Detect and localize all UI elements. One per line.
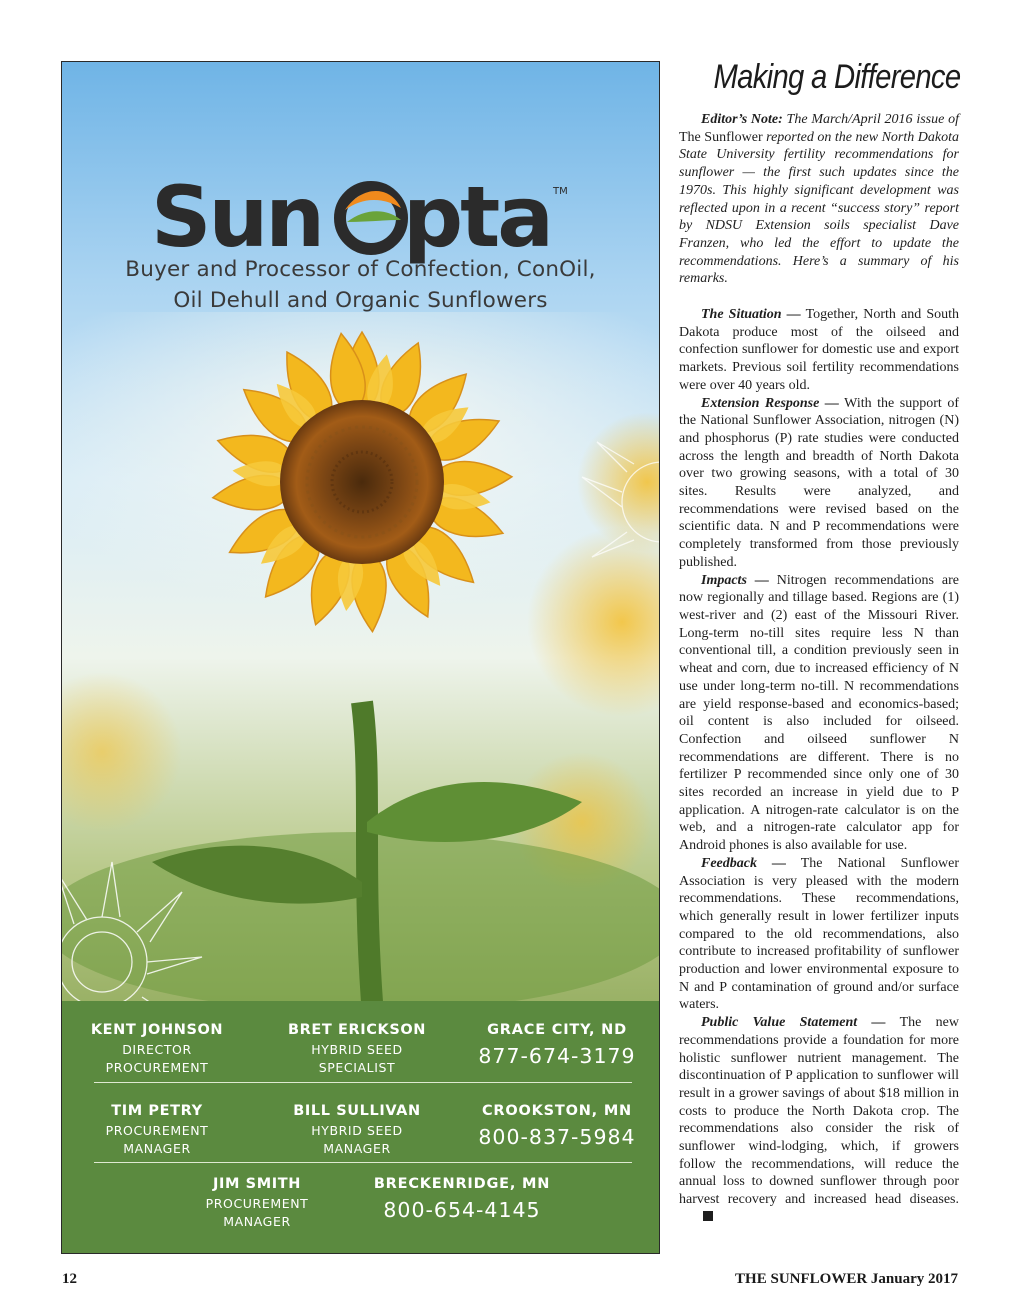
location-phone: 877-674-3179: [478, 1044, 636, 1068]
editors-note: [679, 111, 959, 288]
publication-footer: THE SUNFLOWER January 2017: [735, 1271, 958, 1287]
paragraph-situation: [679, 306, 959, 395]
contact-name: BILL SULLIVAN: [293, 1103, 421, 1119]
paragraph-impacts: [679, 572, 959, 855]
location-breckenridge: [362, 1173, 562, 1225]
divider: [94, 1082, 632, 1083]
paragraph-label: The Situation —: [701, 307, 801, 323]
brand-lead: Sun: [150, 174, 322, 266]
contact-name: TIM PETRY: [111, 1103, 203, 1119]
page-number: 12: [62, 1271, 77, 1287]
location-phone: 800-837-5984: [478, 1125, 636, 1149]
paragraph-text: The new recommendations provide a foundation for more holistic sunflower nutrient management. The discontinuation of P application to sunflower will result in a grower savings of about $18 million in costs to produce the North Dakota crop. The recommendations also consider the risk of sunflower wind-lodging, which, if growers follow the recommendations, will reduce the annual loss to downed sunflower through poor harvest recovery and increased head diseases.: [679, 1015, 959, 1208]
paragraph-label: Extension Response —: [701, 395, 839, 411]
paragraph-label: Public Value Statement —: [701, 1015, 886, 1031]
location-city: GRACE CITY, ND: [487, 1022, 627, 1038]
contact-role: PROCUREMENT: [205, 1196, 309, 1211]
end-of-article-mark: [703, 1211, 713, 1221]
contact-role: HYBRID SEED: [311, 1042, 403, 1057]
contact-role: PROCUREMENT: [105, 1123, 209, 1138]
tagline-line-1: Buyer and Processor of Confection, ConOil,: [125, 257, 596, 282]
contact-role: MANAGER: [323, 1141, 391, 1156]
paragraph-text: Together, North and South Dakota produce most of the oilseed and confection sunflower for domestic use and export markets. Previous soil fertility recommendations were over 40 years old.: [679, 307, 960, 393]
trademark: TM: [552, 186, 568, 197]
contact-role: MANAGER: [123, 1141, 191, 1156]
article-body: [679, 111, 959, 1227]
editors-note-text: The March/April 2016 issue of: [782, 112, 959, 127]
paragraph-label: Feedback —: [701, 855, 786, 871]
contact-name: JIM SMITH: [213, 1176, 301, 1192]
location-crookston: [462, 1100, 652, 1152]
paragraph-extension-response: [679, 395, 959, 572]
brand-tail: pta: [402, 174, 551, 266]
location-phone: 800-654-4145: [383, 1198, 541, 1222]
paragraph-label: Impacts —: [701, 572, 769, 588]
contact-role: SPECIALIST: [318, 1060, 396, 1075]
paragraph-text: With the support of the National Sunflower Association, nitrogen (N) and phosphorus (P) rate studies were conducted across the length and breadth of North Dakota over two growing seasons, with a total of 30 sites. Results were analyzed, and recommendations were revised based on the scientific data. N and P recommendations were completely transformed from those previously published.: [679, 395, 959, 570]
sunopta-advertisement: [61, 61, 660, 1254]
paragraph-public-value: [679, 1014, 959, 1226]
contact-bret-erickson: [272, 1019, 442, 1077]
contact-role: MANAGER: [223, 1214, 291, 1229]
paragraph-feedback: [679, 855, 959, 1014]
editors-note-label: Editor’s Note:: [701, 112, 783, 127]
contact-bill-sullivan: [272, 1100, 442, 1158]
contact-role: DIRECTOR: [122, 1042, 192, 1057]
contact-name: KENT JOHNSON: [90, 1022, 224, 1038]
tagline-line-2: Oil Dehull and Organic Sunflowers: [173, 288, 548, 313]
paragraph-text: The National Sunflower Association is very pleased with the modern recommendations. These recommendations, which generally result in lower fertilizer inputs compared to the old recommendations, also contribute to increased profitability of sunflower production and lower environmental exposure to N and P contamination of ground and/or surface waters.: [679, 855, 960, 1013]
contact-name: BRET ERICKSON: [287, 1022, 427, 1038]
sun-o-icon: [340, 187, 402, 249]
contact-role: HYBRID SEED: [311, 1123, 403, 1138]
contact-role: PROCUREMENT: [105, 1060, 209, 1075]
ad-tagline: [62, 254, 659, 316]
paragraph-text: Nitrogen recommendations are now regionally and tillage based. Regions are (1) west-river and (2) east of the Missouri River. Long-term no-till sites require less N than conventional till, a condition previously seen in wheat and corn, due to increased efficiency of N use under long-term no-till. N recommendations are yield response-based and economics-based; oil content is also included for oilseed. Confection and oilseed sunflower N recommendations are different. There is no fertilizer P recommended since only one of 30 sites recorded an increase in yield due to P application. A nitrogen-rate calculator is on the web, and a nitrogen-rate calculator app for Android phones is also available for use.: [679, 572, 959, 854]
divider: [94, 1162, 632, 1163]
contact-tim-petry: [72, 1100, 242, 1158]
contact-kent-johnson: [72, 1019, 242, 1077]
editors-note-text: reported on the new North Dakota State University fertility recommendations for sunflower — the first such updates since the 1970s. This highly significant development was reflected upon in a recent “success story” report by NDSU Extension soils specialist Dave Franzen, who led the effort to update the recommendations. Here’s a summary of his remarks.: [679, 129, 959, 287]
contact-jim-smith: [172, 1173, 342, 1231]
location-city: BRECKENRIDGE, MN: [373, 1176, 551, 1192]
location-city: CROOKSTON, MN: [481, 1103, 632, 1119]
location-grace-city: [462, 1019, 652, 1071]
publication-name: The Sunflower: [679, 129, 763, 145]
contact-panel: [62, 1001, 659, 1253]
article-headline: Making a Difference: [713, 58, 961, 96]
